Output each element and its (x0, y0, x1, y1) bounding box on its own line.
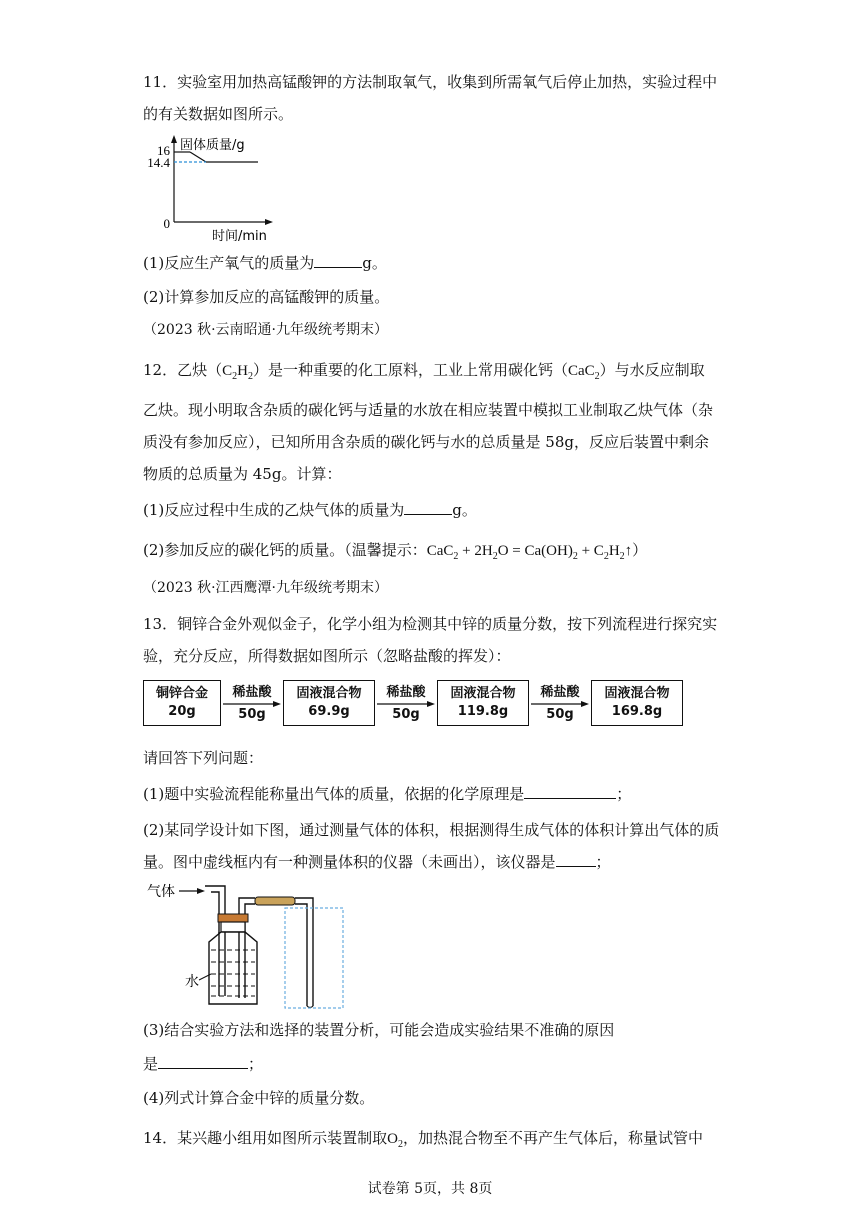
q12-line3: 质没有参加反应），已知所用含杂质的碳化钙与水的总质量是 58g，反应后装置中剩余 (143, 433, 709, 451)
q11-sub2: (2)计算参加反应的高锰酸钾的质量。 (143, 288, 390, 306)
flow-arrow-3 (531, 680, 589, 726)
q11-sub1 (143, 253, 387, 273)
flow-box-mass: 69.9g (308, 704, 350, 719)
flow-box-alloy (143, 680, 221, 726)
flow-box-mixture-1 (283, 680, 375, 726)
q13-sub1-text: (1)题中实验流程能称量出气体的质量，依据的化学原理是 (143, 785, 525, 803)
q14-line1 (143, 1128, 703, 1155)
q13-sub3-line1: (3)结合实验方法和选择的装置分析，可能会造成实验结果不准确的原因 (143, 1021, 615, 1039)
flow-arrow-amount: 50g (546, 707, 574, 722)
q12-sub1-unit: g。 (452, 501, 477, 519)
flow-box-label: 固液混合物 (296, 686, 362, 701)
q13-sub1 (143, 784, 631, 804)
q12-sub2 (143, 540, 647, 567)
answer-blank[interactable] (524, 784, 616, 799)
formula-o2: $O_2$ (387, 1131, 403, 1150)
q11-sub1-text: (1)反应生产氧气的质量为 (143, 254, 315, 272)
q13-sub1-end: ； (616, 785, 632, 803)
q12-sub2-text: (2)参加反应的碳化钙的质量。（温馨提示： (143, 541, 427, 559)
chart-ylabel: 固体质量/g (180, 138, 245, 153)
flow-box-mass: 169.8g (611, 704, 663, 719)
water-label: 水 (185, 974, 199, 990)
q13-sub3-end: ； (248, 1055, 264, 1073)
q12-line1 (143, 360, 705, 387)
flow-arrow-1 (223, 680, 281, 726)
q12-sub2-end: ） (632, 541, 648, 559)
answer-blank[interactable] (314, 253, 362, 268)
q12-sub1-text: (1)反应过程中生成的乙炔气体的质量为 (143, 501, 405, 519)
q12-line2: 乙炔。现小明取含杂质的碳化钙与适量的水放在相应装置中模拟工业制取乙炔气体（杂 (143, 401, 714, 419)
chart-xlabel: 时间/min (212, 229, 267, 244)
q11-sub1-unit: g。 (362, 254, 387, 272)
q11-line1: 11．实验室用加热高锰酸钾的方法制取氧气，收集到所需氧气后停止加热，实验过程中 (143, 73, 718, 91)
flow-box-label: 固液混合物 (450, 686, 516, 701)
flow-arrow-reagent: 稀盐酸 (386, 685, 426, 700)
chart-tick-14-4: 14.4 (147, 155, 170, 170)
flow-box-mixture-2 (437, 680, 529, 726)
q13-line1: 13．铜锌合金外观似金子，化学小组为检测其中锌的质量分数，按下列流程进行探究实 (143, 615, 718, 633)
chart-tick-16: 16 (157, 143, 170, 158)
q12-sub1 (143, 500, 477, 520)
chart-origin: 0 (163, 216, 170, 231)
flow-arrow-reagent: 稀盐酸 (540, 685, 580, 700)
q13-sub2-line2 (143, 852, 611, 872)
q12-line1-a: 12．乙炔（ (143, 361, 223, 379)
q13-sub3-line2 (143, 1054, 263, 1074)
formula-c2h2: $C_2H_2$ (222, 363, 253, 382)
flow-arrow-reagent: 稀盐酸 (232, 685, 272, 700)
flow-arrow-2 (377, 680, 435, 726)
flow-box-mass: 20g (168, 704, 196, 719)
q11-mass-time-chart (140, 132, 285, 244)
q12-line1-c: ）与水反应制取 (599, 361, 705, 379)
answer-blank[interactable] (556, 852, 596, 867)
q13-line2: 验，充分反应，所得数据如图所示（忽略盐酸的挥发）： (143, 647, 511, 665)
q11-line2: 的有关数据如图所示。 (143, 105, 294, 123)
q13-sub3-text: 是 (143, 1055, 159, 1073)
experiment-flow-diagram (143, 676, 683, 732)
q12-source: （2023 秋·云南昭通·九年级统考期末） (143, 322, 388, 338)
q13-sub2-text: 量。图中虚线框内有一种测量体积的仪器（未画出），该仪器是 (143, 853, 556, 871)
q13-sub2-line1: (2)某同学设计如下图，通过测量气体的体积，根据测得生成气体的体积计算出气体的质 (143, 821, 720, 839)
q13-sub2-end: ； (595, 853, 611, 871)
flow-box-mixture-3 (591, 680, 683, 726)
q13-prompt: 请回答下列问题： (143, 749, 264, 767)
reaction-equation: $CaC_2 + 2H_2O = Ca(OH)_2$ + $C_2H_2↑$ (426, 543, 633, 562)
flow-box-label: 铜锌合金 (155, 686, 208, 701)
q13-sub4: (4)列式计算合金中锌的质量分数。 (143, 1089, 375, 1107)
flow-box-mass: 119.8g (457, 704, 509, 719)
gas-label: 气体 (147, 884, 175, 900)
formula-cac2: CaC$_2$ (567, 363, 600, 382)
answer-blank[interactable] (158, 1054, 248, 1069)
page-footer: 试卷第 5页，共 8页 (367, 1181, 493, 1197)
answer-blank[interactable] (404, 500, 452, 515)
q12-line1-b: ）是一种重要的化工原料，工业上常用碳化钙（ (252, 361, 568, 379)
q14-line1-b: ，加热混合物至不再产生气体后，称量试管中 (402, 1129, 703, 1147)
q13-source: （2023 秋·江西鹰潭·九年级统考期末） (143, 580, 388, 596)
gas-collection-apparatus (143, 878, 353, 1010)
flow-box-label: 固液混合物 (604, 686, 670, 701)
flow-arrow-amount: 50g (392, 707, 420, 722)
q14-line1-a: 14．某兴趣小组用如图所示装置制取 (143, 1129, 388, 1147)
flow-arrow-amount: 50g (238, 707, 266, 722)
q12-line4: 物质的总质量为 45g。计算： (143, 465, 342, 483)
